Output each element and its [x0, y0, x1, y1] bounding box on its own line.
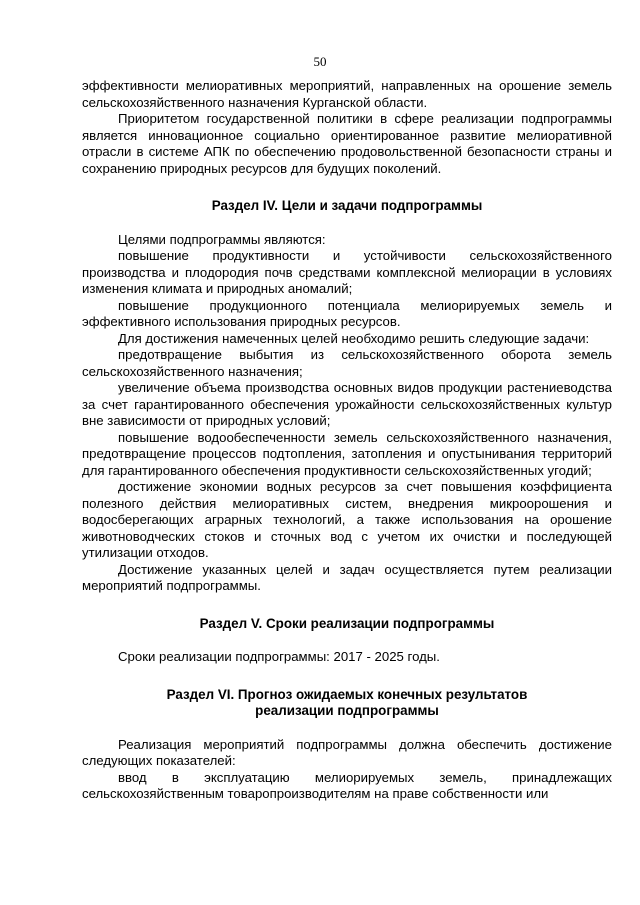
paragraph: Сроки реализации подпрограммы: 2017 - 2025 годы.: [118, 649, 440, 664]
page-number: 50: [313, 54, 327, 69]
paragraph: повышение продукционного потенциала мелиорируемых земель и эффективного использования природных ресурсов.: [82, 297, 612, 329]
section-heading: Раздел IV. Цели и задачи подпрограммы: [211, 198, 483, 213]
section-heading: Раздел VI. Прогноз ожидаемых конечных результатов реализации подпрограммы: [166, 686, 528, 718]
paragraph: увеличение объема производства основных видов продукции растениеводства за счет гарантированного обеспечения урожайности сельскохозяйственных культур вне зависимости от природных условий;: [82, 380, 612, 428]
paragraph: повышение водообеспеченности земель сельскохозяйственного назначения, предотвращение процессов подтопления, затопления и опустынивания территорий для гарантированного обеспечения продуктивности сельскохозяйственных угодий;: [82, 429, 612, 478]
paragraph: Реализация мероприятий подпрограммы должна обеспечить достижение следующих показателей:: [82, 736, 612, 768]
paragraph: Целями подпрограммы являются:: [118, 231, 326, 247]
document-body: [82, 78, 612, 803]
paragraph: Для достижения намеченных целей необходимо решить следующие задачи:: [118, 330, 590, 346]
paragraph: Приоритетом государственной политики в сфере реализации подпрограммы является инновационное социально ориентированное развитие мелиоративной отрасли в системе АПК по обеспечению продовольственной безопасности страны и сохранению природных ресурсов для будущих поколений.: [82, 111, 612, 176]
paragraph: ввод в эксплуатацию мелиорируемых земель, принадлежащих сельскохозяйственным товаропроизводителям на праве собственности или: [82, 769, 612, 801]
paragraph: предотвращение выбытия из сельскохозяйственного оборота земель сельскохозяйственного назначения;: [82, 347, 612, 379]
paragraph: повышение продуктивности и устойчивости сельскохозяйственного производства и плодородия почв средствами комплексной мелиорации в условиях изменения климата и природных аномалий;: [82, 248, 612, 296]
paragraph: эффективности мелиоративных мероприятий, направленных на орошение земель сельскохозяйственного назначения Курганской области.: [82, 78, 612, 110]
paragraph: Достижение указанных целей и задач осуществляется путем реализации мероприятий подпрограммы.: [82, 561, 612, 593]
paragraph: достижение экономии водных ресурсов за счет повышения коэффициента полезного действия мелиоративных систем, внедрения микроорошения и водосберегающих аграрных технологий, а также использования на орошение животноводческих стоков и сточных вод с учетом их очистки и последующей утилизации отходов.: [82, 479, 612, 560]
section-heading: Раздел V. Сроки реализации подпрограммы: [199, 615, 495, 631]
